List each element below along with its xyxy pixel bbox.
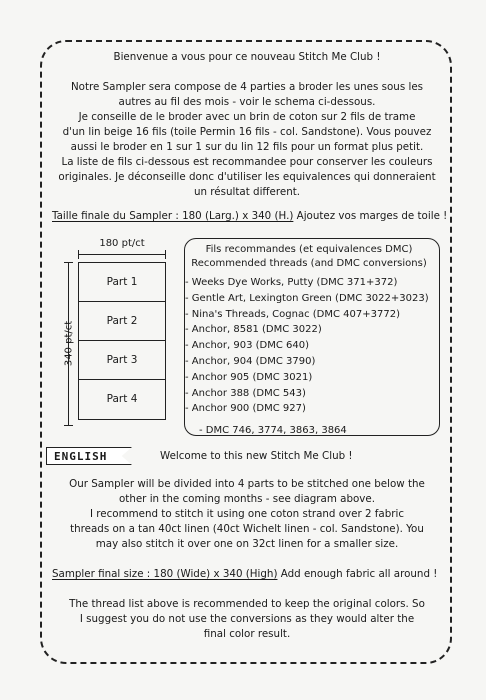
french-advice-line: d'un lin beige 16 fils (toile Permin 16 fils - col. Sandstone). Vous pouvez — [62, 126, 432, 138]
english-size-label: Sampler final size : 180 (Wide) x 340 (High) — [52, 568, 278, 580]
width-dimension-arrow — [78, 254, 166, 255]
french-size-line — [52, 208, 446, 225]
french-advice-line: originales. Je déconseille donc d'utiliser les equivalences qui donneraient — [58, 171, 436, 183]
thread-item: - Anchor 900 (DMC 927) — [185, 403, 306, 415]
thread-dmc-line: - DMC 746, 3774, 3863, 3864 — [199, 425, 347, 437]
thread-item: - Anchor, 903 (DMC 640) — [185, 340, 310, 352]
height-dimension-label: 340 pt/ct — [63, 320, 75, 367]
english-intro-paragraph — [52, 477, 442, 552]
thread-item: - Anchor, 904 (DMC 3790) — [185, 355, 316, 367]
thread-item: - Gentle Art, Lexington Green (DMC 3022+3023) — [185, 292, 429, 304]
sampler-part-3: Part 3 — [79, 341, 165, 380]
french-intro-line: Notre Sampler sera compose de 4 parties a broder les unes sous les — [70, 81, 424, 93]
english-intro-line: may also stitch it over one on 32ct linen for a smaller size. — [95, 538, 399, 550]
french-advice-line: La liste de fils ci-dessous est recommandee pour conserver les couleurs — [61, 156, 433, 168]
thread-heading-en: Recommended threads (and DMC conversions) — [191, 258, 427, 269]
english-banner-label: ENGLISH — [54, 450, 108, 463]
english-thread-note-paragraph — [52, 597, 442, 642]
french-size-note: Ajoutez vos marges de toile ! — [296, 210, 448, 222]
english-size-note: Add enough fabric all around ! — [280, 568, 438, 580]
thread-heading-fr: Fils recommandes (et equivalences DMC) — [205, 244, 413, 255]
english-intro-line: Our Sampler will be divided into 4 parts to be stitched one below the — [69, 478, 425, 490]
sampler-diagram — [60, 238, 182, 438]
english-thread-note-line: final color result. — [203, 628, 291, 640]
french-advice-line: un résultat different. — [193, 186, 301, 198]
english-intro-line: threads on a tan 40ct linen (40ct Wichelt linen - col. Sandstone). You — [70, 523, 424, 535]
thread-item: - Nina's Threads, Cognac (DMC 407+3772) — [185, 308, 400, 320]
sampler-part-4: Part 4 — [106, 393, 138, 405]
french-advice-paragraph — [52, 110, 442, 200]
french-advice-line: aussi le broder en 1 sur 1 sur du lin 12 fils pour un format plus petit. — [70, 141, 424, 153]
french-advice-line: Je conseille de le broder avec un brin de coton sur 2 fils de trame — [78, 111, 416, 123]
english-intro-line: I recommend to stitch it using one coton strand over 2 fabric — [89, 508, 405, 520]
french-intro-paragraph — [52, 80, 442, 110]
thread-item: - Anchor 905 (DMC 3021) — [185, 371, 313, 383]
thread-list-box — [184, 238, 440, 436]
english-size-line — [52, 566, 446, 583]
sampler-part-2: Part 2 — [79, 302, 165, 341]
english-welcome-title: Welcome to this new Stitch Me Club ! — [160, 450, 353, 462]
english-intro-line: other in the coming months - see diagram above. — [118, 493, 375, 505]
thread-item: - Weeks Dye Works, Putty (DMC 371+372) — [185, 277, 398, 288]
thread-item: - Anchor 388 (DMC 543) — [185, 387, 306, 399]
sampler-parts-box — [78, 262, 166, 420]
french-welcome-title: Bienvenue a vous pour ce nouveau Stitch Me Club ! — [113, 51, 381, 63]
french-intro-line: autres au fil des mois - voir le schema ci-dessous. — [118, 96, 376, 108]
english-thread-note-line: The thread list above is recommended to keep the original colors. So — [69, 598, 425, 610]
french-size-label: Taille finale du Sampler : 180 (Larg.) x 340 (H.) — [52, 210, 294, 222]
english-thread-note-line: I suggest you do not use the conversions as they would alter the — [79, 613, 415, 625]
sampler-part-1: Part 1 — [79, 263, 165, 302]
width-dimension-label: 180 pt/ct — [99, 238, 145, 249]
thread-item: - Anchor, 8581 (DMC 3022) — [185, 324, 322, 336]
